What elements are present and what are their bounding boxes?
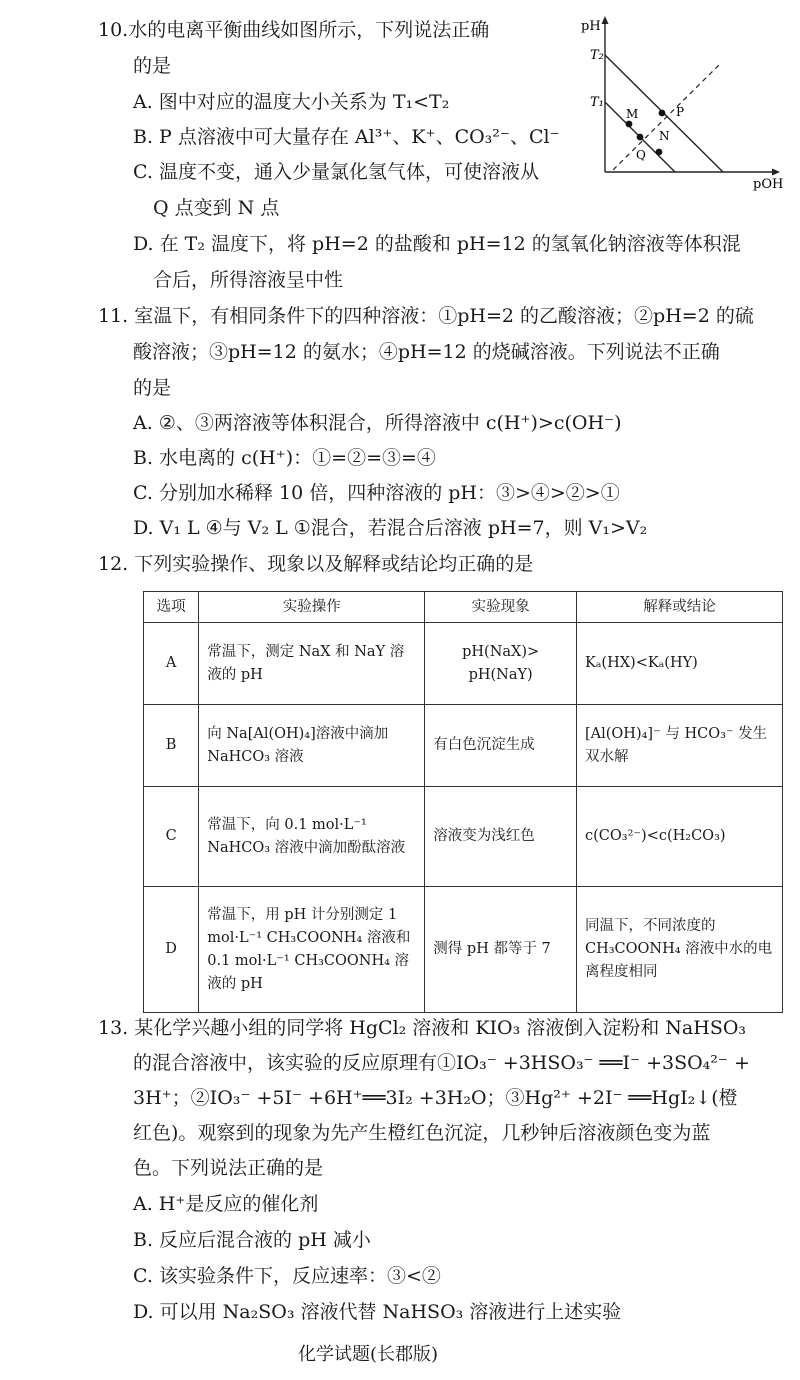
q12-stem: 12. 下列实验操作、现象以及解释或结论均正确的是 (98, 553, 534, 575)
x-axis-label: pOH (753, 177, 784, 192)
table-row (144, 623, 783, 705)
q10-option-b: B. P 点溶液中可大量存在 Al³⁺、K⁺、CO₃²⁻、Cl⁻ (133, 126, 560, 148)
q10-stem-line2: 的是 (133, 55, 172, 77)
table-header-row (144, 592, 783, 623)
q11-stem-line2: 酸溶液；③pH=12 的氨水；④pH=12 的烧碱溶液。下列说法不正确 (133, 341, 720, 363)
experiment-table (143, 591, 783, 1013)
q10-option-d-line2: 合后，所得溶液呈中性 (153, 269, 344, 291)
row-d-option: D (144, 887, 199, 1013)
q13-stem-line4: 红色)。观察到的现象为先产生橙红色沉淀，几秒钟后溶液颜色变为蓝 (133, 1122, 711, 1144)
q13-option-b: B. 反应后混合液的 pH 减小 (133, 1229, 371, 1251)
q10-option-a: A. 图中对应的温度大小关系为 T₁<T₂ (133, 91, 450, 113)
q13-stem-line3: 3H⁺；②IO₃⁻ +5I⁻ +6H⁺══3I₂ +3H₂O；③Hg²⁺ +2I⁻ ══HgI₂↓(橙 (133, 1087, 738, 1109)
q11-option-b: B. 水电离的 c(H⁺)：①=②=③=④ (133, 447, 436, 469)
q13-stem-line5: 色。下列说法正确的是 (133, 1157, 324, 1179)
label-n: N (659, 129, 670, 143)
point-n-dot (656, 149, 663, 156)
row-c-conclusion: c(CO₃²⁻)<c(H₂CO₃) (577, 787, 783, 887)
q11-stem-line1: 11. 室温下，有相同条件下的四种溶液：①pH=2 的乙酸溶液；②pH=2 的硫 (98, 305, 754, 327)
row-d-operation: 常温下，用 pH 计分别测定 1 mol·L⁻¹ CH₃COONH₄ 溶液和 0.1 mol·L⁻¹ CH₃COONH₄ 溶液的 pH (199, 887, 425, 1013)
row-b-phenomenon: 有白色沉淀生成 (425, 705, 577, 787)
header-option: 选项 (144, 592, 199, 623)
row-a-operation: 常温下，测定 NaX 和 NaY 溶液的 pH (199, 623, 425, 705)
label-t1: T₁ (590, 95, 604, 110)
q13-option-d: D. 可以用 Na₂SO₃ 溶液代替 NaHSO₃ 溶液进行上述实验 (133, 1301, 622, 1323)
label-q: Q (636, 148, 646, 162)
x-axis-arrow-icon (772, 169, 780, 176)
q11-option-d: D. V₁ L ④与 V₂ L ①混合，若混合后溶液 pH=7，则 V₁>V₂ (133, 517, 648, 539)
q11-option-c: C. 分别加水稀释 10 倍，四种溶液的 pH：③>④>②>① (133, 482, 620, 504)
q10-stem-line1: 10.水的电离平衡曲线如图所示，下列说法正确 (98, 19, 490, 41)
q13-option-a: A. H⁺是反应的催化剂 (133, 1193, 319, 1215)
header-conclusion: 解释或结论 (577, 592, 783, 623)
q13-stem-line1: 13. 某化学兴趣小组的同学将 HgCl₂ 溶液和 KIO₃ 溶液倒入淀粉和 NaHSO₃ (98, 1017, 747, 1039)
header-phenomenon: 实验现象 (425, 592, 577, 623)
table-row (144, 787, 783, 887)
table-row (144, 705, 783, 787)
point-q-dot (637, 134, 644, 141)
row-a-conclusion: Kₐ(HX)<Kₐ(HY) (577, 623, 783, 705)
page-footer: 化学试题(长郡版) (298, 1344, 439, 1365)
row-b-operation: 向 Na[Al(OH)₄]溶液中滴加 NaHCO₃ 溶液 (199, 705, 425, 787)
q13-option-c: C. 该实验条件下，反应速率：③<② (133, 1265, 441, 1287)
label-m: M (626, 107, 639, 121)
table-row (144, 887, 783, 1013)
row-c-operation: 常温下，向 0.1 mol·L⁻¹ NaHCO₃ 溶液中滴加酚酞溶液 (199, 787, 425, 887)
point-p-dot (659, 110, 666, 117)
row-b-conclusion: [Al(OH)₄]⁻ 与 HCO₃⁻ 发生双水解 (577, 705, 783, 787)
row-c-option: C (144, 787, 199, 887)
y-axis-arrow-icon (602, 16, 609, 24)
header-operation: 实验操作 (199, 592, 425, 623)
row-a-phenomenon: pH(NaX)> pH(NaY) (425, 623, 577, 705)
row-a-option: A (144, 623, 199, 705)
q11-stem-line3: 的是 (133, 377, 172, 399)
y-axis-label: pH (581, 19, 601, 34)
q10-option-d-line1: D. 在 T₂ 温度下，将 pH=2 的盐酸和 pH=12 的氢氧化钠溶液等体积混 (133, 233, 741, 255)
row-b-option: B (144, 705, 199, 787)
q10-option-c-line2: Q 点变到 N 点 (153, 197, 280, 219)
water-ionization-graph (575, 12, 790, 194)
row-d-phenomenon: 测得 pH 都等于 7 (425, 887, 577, 1013)
row-d-conclusion: 同温下，不同浓度的 CH₃COONH₄ 溶液中水的电离程度相同 (577, 887, 783, 1013)
q13-stem-line2: 的混合溶液中，该实验的反应原理有①IO₃⁻ +3HSO₃⁻ ══I⁻ +3SO₄²⁻ + (133, 1052, 750, 1074)
label-p: P (676, 105, 685, 119)
q11-option-a: A. ②、③两溶液等体积混合，所得溶液中 c(H⁺)>c(OH⁻) (133, 412, 622, 434)
label-t2: T₂ (590, 48, 604, 63)
row-c-phenomenon: 溶液变为浅红色 (425, 787, 577, 887)
q10-option-c-line1: C. 温度不变，通入少量氯化氢气体，可使溶液从 (133, 161, 539, 183)
point-m-dot (626, 121, 633, 128)
